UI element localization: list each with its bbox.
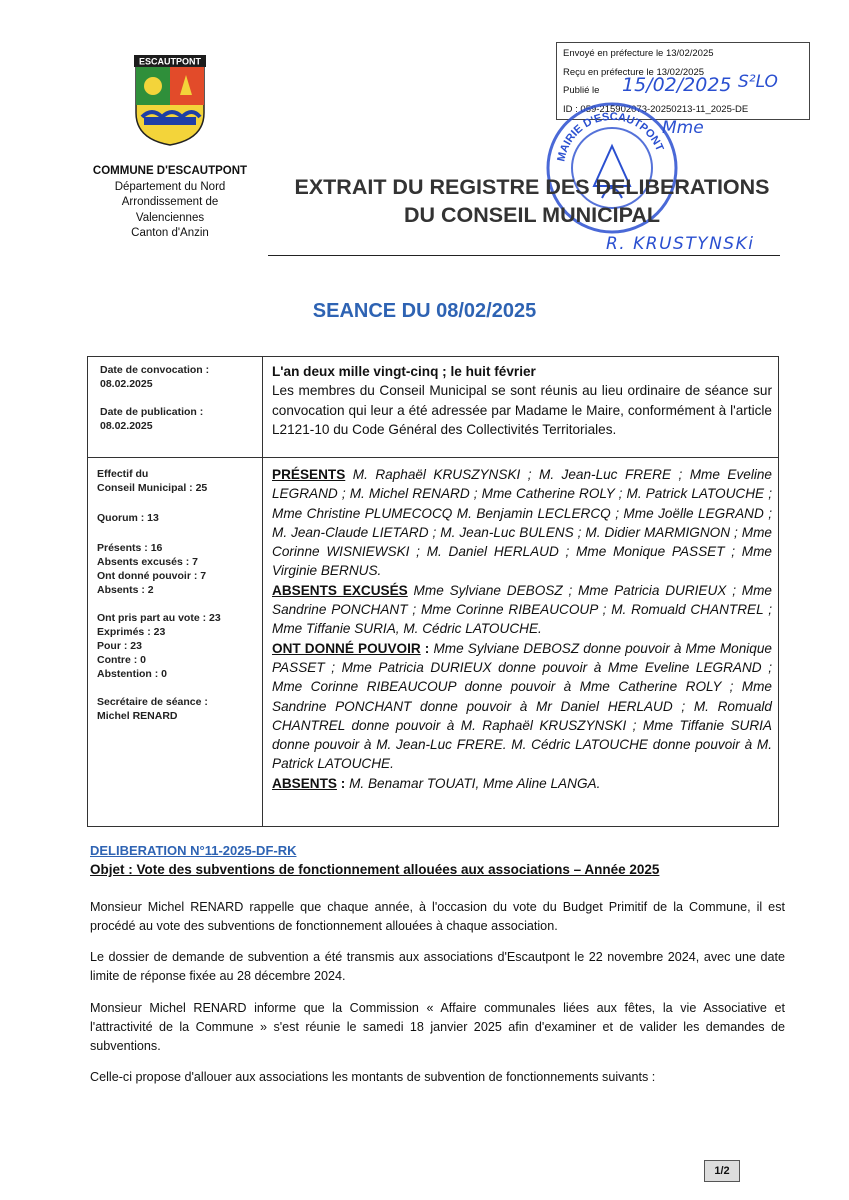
seance-title: SEANCE DU 08/02/2025 [312, 300, 537, 322]
excuses-names: Mme Sylviane DEBOSZ ; Mme Patricia DURIEUX ; Mme Sandrine PONCHANT ; Mme Corinne RIBEAUCOUP ; M. Romuald CHANTREL ; Mme Tiffanie SURIA, M. Cédric LATOUCHE. [272, 582, 772, 637]
logo-text: ESCAUTPONT [138, 56, 202, 67]
seance-intro [272, 362, 772, 439]
effectif-label-1: Effectif du [97, 468, 149, 480]
title-line2: DU CONSEIL MUNICIPAL [403, 203, 661, 227]
attendance-list [272, 465, 772, 793]
vote-count: Ont pris part au vote : 23 [97, 612, 221, 624]
envoye-line: Envoyé en préfecture le 13/02/2025 [563, 48, 714, 59]
header-divider [268, 255, 780, 256]
paragraph-2: Le dossier de demande de subvention a été transmis aux associations d'Escautpont le 22 novembre 2024, avec une date limite de réponse fixée au 28 décembre 2024. [90, 950, 785, 983]
id-line: ID : 059-215902073-20250213-11_2025-DE [563, 103, 749, 115]
presents-names: M. Raphaël KRUSZYNSKI ; M. Jean-Luc FRERE ; Mme Eveline LEGRAND ; M. Michel RENARD ; Mme Catherine ROLY ; M. Patrick LATOUCHE ; Mme Christine PLUMECOCQ M. Benjamin LECLERCQ ; Mme Joëlle LEGRAND ; M. Jean-Claude LIETARD ; M. Jean-Luc BULENS ; M. Didier MARMIGNON ; Mme Corinne WISNIEWSKI ; M. Daniel HERLAUD ; Mme Monique PASSET ; Mme Virginie BERNUS. [272, 467, 772, 579]
signature-name: R. KRUSTYNSKi [606, 234, 755, 254]
deliberation-objet: Objet : Vote des subventions de fonctionnement allouées aux associations – Année 2025 [90, 862, 660, 877]
commune-name: COMMUNE D'ESCAUTPONT [92, 165, 248, 177]
title-line1: EXTRAIT DU REGISTRE DES DELIBERATIONS [294, 175, 770, 199]
absents-section: ABSENTS : M. Benamar TOUATI, Mme Aline LANGA. [272, 775, 601, 791]
deliberation-number: DELIBERATION N°11-2025-DF-RK [90, 843, 297, 858]
effectif-label-2: Conseil Municipal : 25 [97, 482, 208, 494]
publication-date: 08.02.2025 [100, 420, 153, 432]
secretaire-label: Secrétaire de séance : [97, 696, 208, 708]
pour-count: Pour : 23 [97, 640, 142, 652]
secretaire-name: Michel RENARD [97, 710, 178, 722]
abstention-count: Abstention : 0 [97, 668, 167, 680]
arrondissement-line2: Valenciennes [135, 211, 205, 224]
page-number: 1/2 [704, 1160, 740, 1182]
canton: Canton d'Anzin [131, 227, 209, 239]
page-title [282, 173, 782, 229]
excuses-label: ABSENTS EXCUSÉS [272, 582, 408, 598]
paragraph-1: Monsieur Michel RENARD rappelle que chaque année, à l'occasion du vote du Budget Primitif de la Commune, il est procédé au vote des subventions de fonctionnement allouées à chaque association. [90, 900, 785, 933]
commune-block [70, 164, 270, 242]
date-line: L'an deux mille vingt-cinq ; le huit février [272, 364, 536, 379]
excuses-section [272, 581, 772, 639]
vote-info [97, 467, 221, 723]
stamp-text: MAIRIE D'ESCAUTPONT [555, 110, 666, 163]
presents-section [272, 465, 772, 581]
publie-label: Publié le [563, 85, 600, 96]
signature-mme: Mme [662, 118, 704, 138]
exprimes-count: Exprimés : 23 [97, 626, 166, 638]
paragraph-3: Monsieur Michel RENARD informe que la Commission « Affaire communales liées aux fêtes, la vie Associative et l'attractivité de la Commune » s'est réunie le samedi 18 janvier 2025 afin d'examiner et de valider les demandes de subventions. [90, 1001, 785, 1053]
recu-line: Reçu en préfecture le 13/02/2025 [563, 66, 705, 78]
publication-label: Date de publication : [100, 406, 204, 418]
presents-count: Présents : 16 [97, 542, 163, 554]
commune-logo [132, 55, 208, 147]
convocation-date: 08.02.2025 [100, 378, 153, 390]
departement: Département du Nord [114, 180, 226, 193]
intro-text: Les membres du Conseil Municipal se sont réunis au lieu ordinaire de séance sur convocation qui leur a été adressée par Madame le Maire, conformément à l'article L2121-10 du Code Général des Collectivités Territoriales. [272, 383, 772, 437]
paragraph-4: Celle-ci propose d'allouer aux associations les montants de subvention de fonctionnements suivants : [90, 1070, 656, 1084]
presents-label: PRÉSENTS [272, 467, 346, 482]
quorum: Quorum : 13 [97, 512, 159, 524]
table-column-divider [262, 356, 263, 827]
convocation-info [100, 363, 209, 433]
pouvoir-names: Mme Sylviane DEBOSZ donne pouvoir à Mme Monique PASSET ; Mme Patricia DURIEUX donne pouvoir à Mme Eveline LEGRAND ; Mme Corinne RIBEAUCOUP donne pouvoir à Mme Catherine ROLY ; Mme Sandrine PONCHANT donne pouvoir à Mr Daniel HERLAUD ; M. Romuald CHANTREL donne pouvoir à M. Raphaël KRUSZYNSKI ; Mme Tiffanie SURIA donne pouvoir à M. Jean-Luc FRERE. M. Cédric LATOUCHE donne pouvoir à M. Patrick LATOUCHE. [272, 640, 772, 772]
contre-count: Contre : 0 [97, 654, 147, 666]
slo-handwritten: S²LO [738, 72, 778, 92]
convocation-label: Date de convocation : [100, 364, 210, 376]
table-row-divider [87, 457, 779, 458]
absents-label: ABSENTS [272, 775, 337, 791]
absents-count: Absents : 2 [97, 584, 154, 596]
pouvoir-section: ONT DONNÉ POUVOIR : Mme Sylviane DEBOSZ donne pouvoir à Mme Monique PASSET ; Mme Patricia DURIEUX donne pouvoir à Mme Eveline LEGRAND ; Mme Corinne RIBEAUCOUP donne pouvoir à Mme Catherine ROLY ; Mme Sandrine PONCHANT donne pouvoir à Mr Daniel HERLAUD ; M. Romuald CHANTREL donne pouvoir à M. Raphaël KRUSZYNSKI ; Mme Tiffanie SURIA donne pouvoir à M. Jean-Luc FRERE. M. Cédric LATOUCHE donne pouvoir à M. Patrick LATOUCHE. [272, 640, 772, 772]
excuses-count: Absents excusés : 7 [97, 556, 198, 568]
pouvoir-count: Ont donné pouvoir : 7 [97, 570, 207, 582]
pouvoir-label: ONT DONNÉ POUVOIR [272, 640, 421, 656]
absents-names: M. Benamar TOUATI, Mme Aline LANGA. [349, 775, 601, 791]
arrondissement-line1: Arrondissement de [121, 196, 219, 208]
publie-handwritten-date: 15/02/2025 [622, 74, 732, 96]
